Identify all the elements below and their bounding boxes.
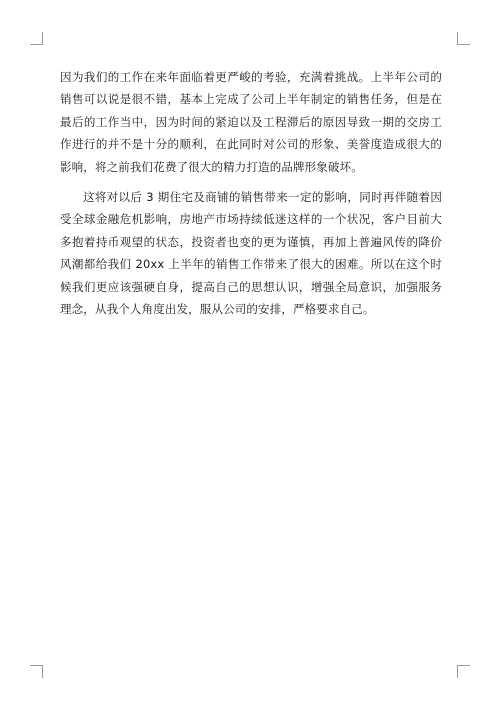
paragraph-1: 因为我们的工作在来年面临着更严峻的考验，充满着挑战。上半年公司的销售可以说是很不错，基本上完成了公司上半年制定的销售任务，但是在最后的工作当中，因为时间的紧迫以及工程滞后的原因导致一期的交房工作进行的并不是十分的顺利，在此同时对公司的形象、美誉度造成很大的影响，将之前我们花费了很大的精力打造的品牌形象破坏。 [60, 70, 442, 174]
crop-mark-bottom-left [30, 665, 43, 678]
crop-mark-top-left [30, 32, 43, 45]
document-body [60, 66, 442, 320]
paragraph-2: 这将对以后 3 期住宅及商铺的销售带来一定的影响，同时再伴随着因受全球金融危机影响，房地产市场持续低迷这样的一个状况，客户目前大多抱着持币观望的状态，投资者也变的更为谨慎，再加上普遍风传的降价风潮都给我们 20xx 上半年的销售工作带来了很大的困难。所以在这个时候我们更应该强硬自身，提高自己的思想认识，增强全局意识，加强服务理念，从我个人角度出发，服从公司的安排，严格要求自己。 [60, 190, 442, 317]
crop-mark-top-right [457, 32, 470, 45]
crop-mark-bottom-right [457, 665, 470, 678]
